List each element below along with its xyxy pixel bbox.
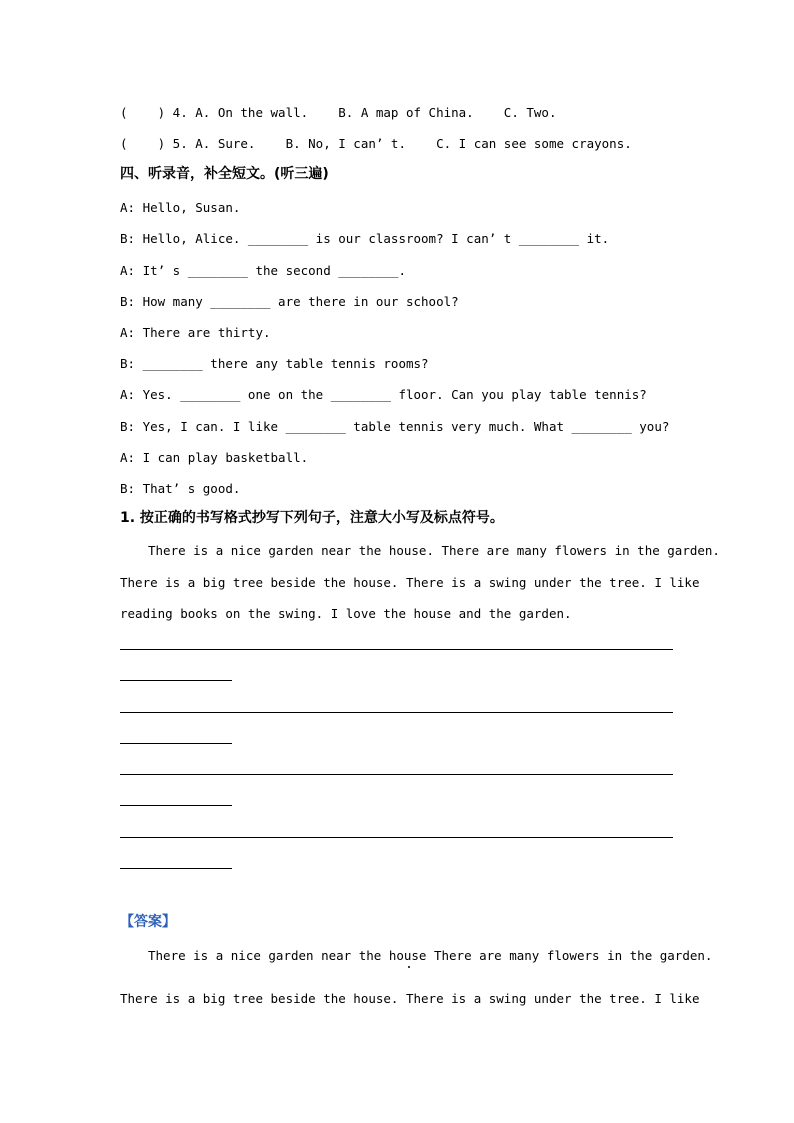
answer-line-2: There is a big tree beside the house. There is a swing under the tree. I like (120, 991, 700, 1006)
answer-dot-mark (408, 966, 410, 968)
writing-line-short-2 (120, 743, 232, 744)
writing-line-short-1 (120, 680, 232, 681)
dialogue-line-5: A: There are thirty. (120, 325, 271, 340)
passage-line-2: There is a big tree beside the house. There is a swing under the tree. I like (120, 575, 700, 590)
writing-line-long-1 (120, 649, 673, 650)
dialogue-line-8: B: Yes, I can. I like ________ table tennis very much. What ________ you? (120, 419, 670, 434)
writing-line-short-4 (120, 868, 232, 869)
passage-line-3: reading books on the swing. I love the house and the garden. (120, 606, 572, 621)
answer-label: 【答案】 (120, 914, 176, 930)
writing-line-long-2 (120, 712, 673, 713)
writing-line-long-3 (120, 774, 673, 775)
dialogue-line-6: B: ________ there any table tennis rooms? (120, 356, 429, 371)
answer-line-1: There is a nice garden near the house There are many flowers in the garden. (148, 948, 713, 963)
dialogue-line-3: A: It’ s ________ the second ________. (120, 263, 406, 278)
dialogue-line-9: A: I can play basketball. (120, 450, 309, 465)
writing-line-short-3 (120, 805, 232, 806)
copy-instruction: 1. 按正确的书写格式抄写下列句子，注意大小写及标点符号。 (120, 510, 504, 526)
dialogue-line-2: B: Hello, Alice. ________ is our classroom? I can’ t ________ it. (120, 231, 610, 246)
question-5: ( ) 5. A. Sure. B. No, I can’ t. C. I can see some crayons. (120, 136, 632, 151)
dialogue-line-4: B: How many ________ are there in our school? (120, 294, 459, 309)
dialogue-line-1: A: Hello, Susan. (120, 200, 241, 215)
question-4: ( ) 4. A. On the wall. B. A map of China. C. Two. (120, 105, 557, 120)
passage-line-1: There is a nice garden near the house. There are many flowers in the garden. (148, 543, 720, 558)
dialogue-line-10: B: That’ s good. (120, 481, 241, 496)
section-heading: 四、听录音，补全短文。(听三遍) (120, 166, 329, 182)
writing-line-long-4 (120, 837, 673, 838)
dialogue-line-7: A: Yes. ________ one on the ________ floor. Can you play table tennis? (120, 387, 647, 402)
